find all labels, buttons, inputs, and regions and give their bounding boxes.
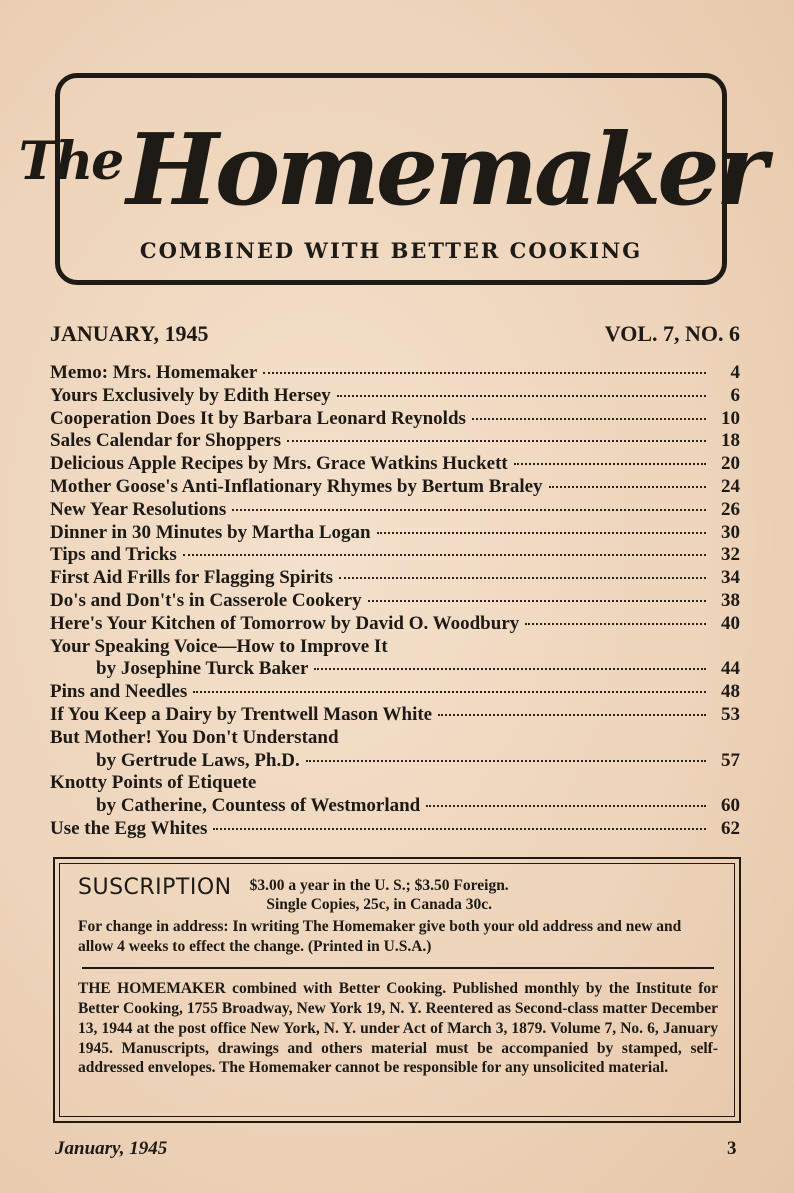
- logo-title: Homemaker: [126, 113, 764, 228]
- toc-page-number: 24: [721, 475, 740, 497]
- toc-entry: [50, 658, 740, 681]
- issue-row: [50, 321, 740, 347]
- logo-the: The: [18, 131, 123, 192]
- subscription-single-copies: Single Copies, 25c, in Canada 30c.: [266, 896, 492, 914]
- toc-entry: [50, 727, 740, 750]
- toc-page-number: 57: [721, 749, 740, 771]
- toc-page-number: 53: [721, 703, 740, 725]
- toc-page-number: 6: [730, 384, 740, 406]
- issue-date: JANUARY, 1945: [50, 321, 209, 346]
- toc-entry: [50, 772, 740, 795]
- toc-leader-dots: [287, 440, 706, 442]
- toc-leader-dots: [339, 577, 706, 579]
- publication-info: THE HOMEMAKER combined with Better Cooking. Published monthly by the Institute for Better Cooking, 1755 Broadway, New York 19, N. Y. Reentered as Second-class matter December 13, 1944 at the post office New York, N. Y. under Act of March 3, 1879. Volume 7, No. 6, January 1945. Manuscripts, drawings and others material must be accompanied by stamped, self-addressed envelopes. The Homemaker cannot be responsible for any unsolicited material.: [78, 980, 718, 1077]
- toc-title: Knotty Points of Etiquete: [50, 772, 257, 794]
- toc-leader-dots: [232, 509, 706, 511]
- toc-leader-dots: [337, 395, 706, 397]
- toc-title: Yours Exclusively by Edith Hersey: [50, 384, 331, 406]
- toc-title: Use the Egg Whites: [50, 817, 208, 839]
- subscription-header: [78, 876, 718, 915]
- logo: [18, 100, 764, 228]
- toc-page-number: 4: [730, 362, 740, 383]
- subscription-price-line: $3.00 a year in the U. S.; $3.50 Foreign.: [249, 877, 509, 894]
- page-number: 3: [727, 1138, 737, 1159]
- masthead: [18, 73, 764, 285]
- toc-entry: [50, 795, 740, 818]
- toc-title: Memo: Mrs. Homemaker: [50, 362, 258, 383]
- toc-entry: [50, 362, 740, 385]
- toc-leader-dots: [368, 600, 706, 602]
- toc-entry: [50, 567, 740, 590]
- toc-entry: [50, 453, 740, 476]
- toc-entry: [50, 613, 740, 636]
- toc-title: Dinner in 30 Minutes by Martha Logan: [50, 521, 371, 543]
- toc-page-number: 38: [721, 589, 740, 611]
- toc-page-number: 40: [721, 612, 740, 634]
- toc-entry: [50, 408, 740, 431]
- toc-leader-dots: [263, 372, 706, 374]
- toc-title: by Catherine, Countess of Westmorland: [96, 795, 421, 817]
- table-of-contents: [50, 362, 740, 841]
- toc-title: Mother Goose's Anti-Inflationary Rhymes by Bertum Braley: [50, 475, 543, 497]
- toc-page-number: 32: [721, 544, 740, 566]
- toc-entry: [50, 750, 740, 773]
- toc-page-number: 48: [721, 681, 740, 703]
- toc-title: by Josephine Turck Baker: [96, 658, 309, 680]
- toc-page-number: 30: [721, 521, 740, 543]
- toc-title: Pins and Needles: [50, 681, 188, 703]
- toc-title: Your Speaking Voice—How to Improve It: [50, 635, 388, 657]
- toc-leader-dots: [377, 532, 706, 534]
- toc-entry: [50, 476, 740, 499]
- toc-entry: [50, 818, 740, 841]
- toc-page-number: 26: [721, 498, 740, 520]
- toc-title: If You Keep a Dairy by Trentwell Mason White: [50, 703, 433, 725]
- masthead-subtitle: COMBINED WITH BETTER COOKING: [139, 238, 643, 263]
- toc-entry: [50, 522, 740, 545]
- subscription-box-inner: [59, 863, 735, 1117]
- toc-entry: [50, 430, 740, 453]
- toc-title: Delicious Apple Recipes by Mrs. Grace Watkins Huckett: [50, 453, 508, 475]
- toc-page-number: 62: [721, 817, 740, 839]
- issue-volume: VOL. 7, NO. 6: [604, 321, 740, 346]
- toc-title: But Mother! You Don't Understand: [50, 726, 339, 748]
- toc-title: Tips and Tricks: [50, 544, 177, 566]
- toc-leader-dots: [213, 828, 706, 830]
- toc-page-number: 60: [721, 795, 740, 817]
- change-of-address: For change in address: In writing The Homemaker give both your old address and new and allow 4 weeks to effect the change. (Printed in U.S.A.): [78, 917, 682, 955]
- toc-leader-dots: [183, 554, 706, 556]
- toc-entry: [50, 544, 740, 567]
- toc-page-number: 18: [721, 430, 740, 452]
- toc-leader-dots: [193, 691, 706, 693]
- toc-entry: [50, 704, 740, 727]
- toc-leader-dots: [525, 623, 706, 625]
- toc-leader-dots: [514, 463, 706, 465]
- toc-title: Do's and Don't's in Casserole Cookery: [50, 589, 362, 611]
- toc-leader-dots: [549, 486, 706, 488]
- subscription-box: [53, 857, 741, 1123]
- toc-title: by Gertrude Laws, Ph.D.: [96, 749, 300, 771]
- toc-title: Cooperation Does It by Barbara Leonard Reynolds: [50, 407, 466, 429]
- toc-entry: [50, 499, 740, 522]
- toc-title: Here's Your Kitchen of Tomorrow by David O. Woodbury: [50, 612, 520, 634]
- subscription-heading: SUSCRIPTION: [78, 875, 232, 900]
- toc-page-number: 10: [721, 407, 740, 429]
- toc-entry: [50, 681, 740, 704]
- toc-leader-dots: [306, 760, 706, 762]
- toc-entry: [50, 590, 740, 613]
- toc-title: New Year Resolutions: [50, 498, 227, 520]
- toc-entry: [50, 385, 740, 408]
- toc-page-number: 44: [721, 658, 740, 680]
- toc-title: First Aid Frills for Flagging Spirits: [50, 567, 334, 589]
- toc-title: Sales Calendar for Shoppers: [50, 430, 282, 452]
- toc-leader-dots: [426, 805, 706, 807]
- toc-entry: [50, 636, 740, 659]
- toc-leader-dots: [438, 714, 706, 716]
- toc-page-number: 34: [721, 567, 740, 589]
- divider: [82, 967, 714, 969]
- subscription-prices: [250, 876, 509, 915]
- toc-leader-dots: [472, 418, 706, 420]
- toc-page-number: 20: [721, 453, 740, 475]
- footer-date: January, 1945: [55, 1138, 168, 1159]
- toc-leader-dots: [314, 668, 706, 670]
